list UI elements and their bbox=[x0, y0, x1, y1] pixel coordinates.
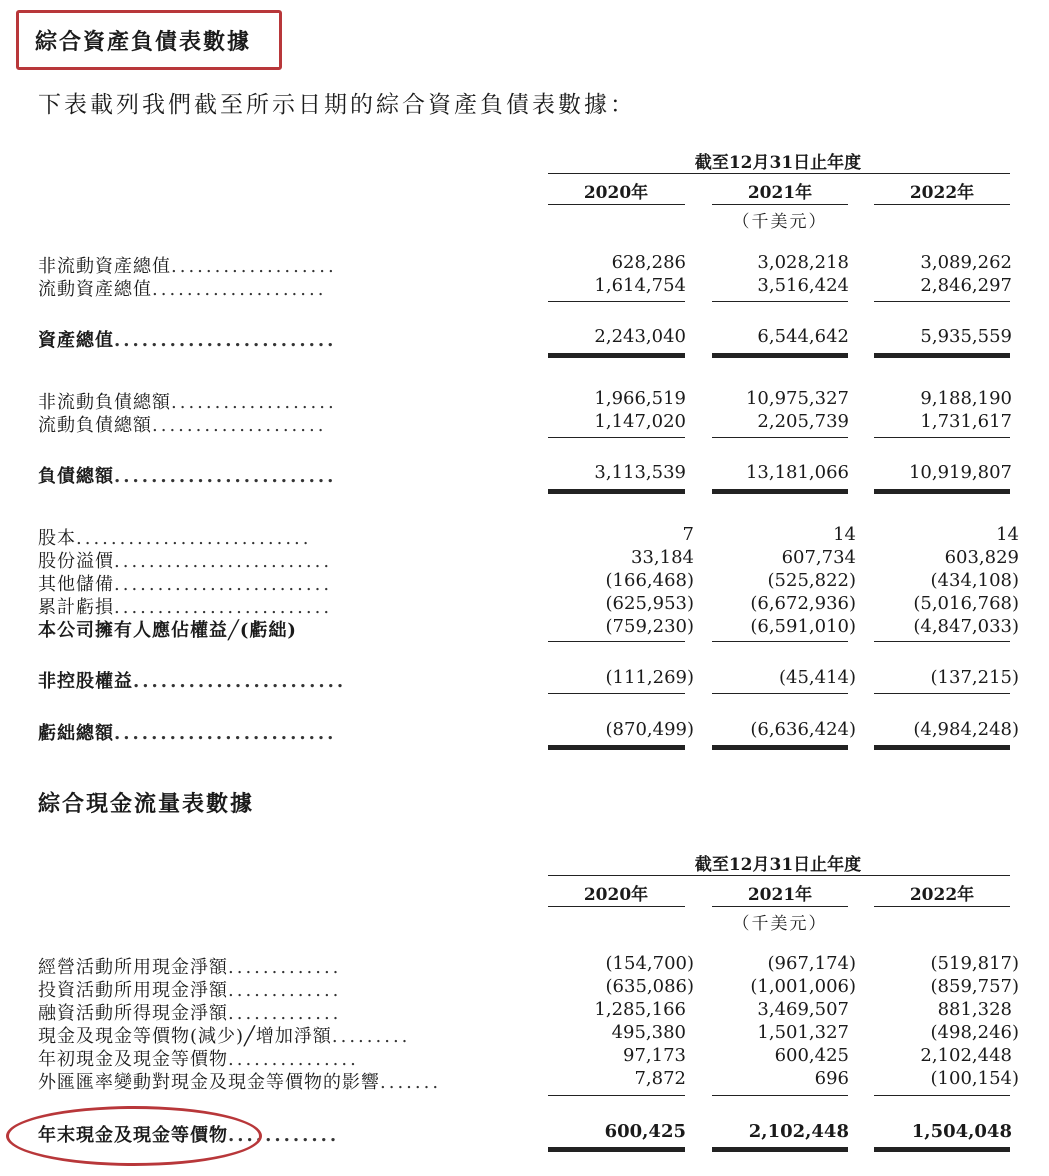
table-row bbox=[0, 252, 1049, 275]
total-double-rule bbox=[712, 745, 848, 750]
value-2020: 600,425 bbox=[604, 1121, 686, 1142]
leader-dots: ............. bbox=[228, 957, 342, 978]
value-2021: (967,174) bbox=[767, 953, 856, 974]
value-2020: 3,113,539 bbox=[594, 462, 686, 483]
row-label: 本公司擁有人應佔權益╱(虧絀) bbox=[38, 620, 297, 641]
table-row bbox=[0, 411, 1049, 434]
subtotal-rule bbox=[712, 693, 848, 694]
table-row bbox=[0, 524, 1049, 547]
cash-flow-title: 綜合現金流量表數據 bbox=[38, 791, 255, 817]
value-2020: 97,173 bbox=[623, 1045, 686, 1066]
value-2021: 3,028,218 bbox=[757, 252, 849, 273]
value-2020: 628,286 bbox=[611, 252, 686, 273]
leader-dots: ................... bbox=[171, 392, 337, 413]
value-2020: (154,700) bbox=[605, 953, 694, 974]
bs-header-rule bbox=[548, 173, 1010, 174]
value-2022: (434,108) bbox=[930, 570, 1019, 591]
value-2020: (111,269) bbox=[605, 667, 694, 688]
row-label: 虧絀總額 bbox=[38, 723, 114, 744]
table-row bbox=[0, 616, 1049, 639]
value-2020: 7 bbox=[682, 524, 694, 545]
total-double-rule bbox=[712, 1147, 848, 1152]
row-label: 非控股權益 bbox=[38, 671, 133, 692]
value-2022: 9,188,190 bbox=[920, 388, 1012, 409]
table-row bbox=[0, 388, 1049, 411]
value-2020: 7,872 bbox=[634, 1068, 686, 1089]
value-2021: (6,636,424) bbox=[750, 719, 856, 740]
table-row bbox=[0, 999, 1049, 1022]
balance-sheet-title: 綜合資產負債表數據 bbox=[16, 10, 282, 70]
leader-dots: ......................... bbox=[114, 597, 333, 618]
cf-header-rule bbox=[548, 875, 1010, 876]
total-double-rule bbox=[712, 353, 848, 358]
subtotal-rule bbox=[548, 301, 685, 302]
value-2020: 1,285,166 bbox=[594, 999, 686, 1020]
highlight-ellipse bbox=[6, 1106, 262, 1166]
value-2022: (4,847,033) bbox=[913, 616, 1019, 637]
table-row bbox=[0, 1022, 1049, 1045]
value-2022: 10,919,807 bbox=[908, 462, 1012, 483]
subtotal-rule bbox=[712, 641, 848, 642]
subtotal-rule bbox=[874, 641, 1010, 642]
row-label: 融資活動所得現金淨額 bbox=[38, 1003, 228, 1024]
row-label: 投資活動所用現金淨額 bbox=[38, 980, 228, 1001]
leader-dots: ......................... bbox=[114, 574, 333, 595]
row-label: 經營活動所用現金淨額 bbox=[38, 957, 228, 978]
value-2021: (525,822) bbox=[767, 570, 856, 591]
value-2020: 1,147,020 bbox=[594, 411, 686, 432]
subtotal-rule bbox=[874, 301, 1010, 302]
value-2022: (498,246) bbox=[930, 1022, 1019, 1043]
row-label: 非流動資產總值 bbox=[38, 256, 171, 277]
value-2021: 3,469,507 bbox=[757, 999, 849, 1020]
cf-unit: （千美元） bbox=[732, 914, 828, 934]
total-double-rule bbox=[874, 489, 1010, 494]
value-2021: 696 bbox=[814, 1068, 849, 1089]
value-2022: 1,504,048 bbox=[911, 1121, 1012, 1142]
value-2021: 6,544,642 bbox=[757, 326, 849, 347]
leader-dots: ......................... bbox=[114, 551, 333, 572]
value-2022: (519,817) bbox=[930, 953, 1019, 974]
table-row bbox=[0, 976, 1049, 999]
value-2020: 1,966,519 bbox=[594, 388, 686, 409]
table-row bbox=[0, 953, 1049, 976]
cf-col3-rule bbox=[874, 906, 1010, 907]
total-double-rule bbox=[874, 353, 1010, 358]
value-2022: 881,328 bbox=[937, 999, 1012, 1020]
value-2021: (1,001,006) bbox=[750, 976, 856, 997]
table-row bbox=[0, 326, 1049, 349]
leader-dots: ............. bbox=[228, 980, 342, 1001]
bs-year-2022: 2022年 bbox=[909, 183, 975, 203]
total-double-rule bbox=[548, 489, 685, 494]
subtotal-rule bbox=[712, 301, 848, 302]
value-2022: 2,102,448 bbox=[920, 1045, 1012, 1066]
leader-dots: ................... bbox=[171, 256, 337, 277]
row-label: 負債總額 bbox=[38, 466, 114, 487]
value-2020: (759,230) bbox=[605, 616, 694, 637]
leader-dots: .................... bbox=[152, 279, 327, 300]
value-2021: 10,975,327 bbox=[745, 388, 849, 409]
value-2022: (137,215) bbox=[930, 667, 1019, 688]
total-double-rule bbox=[874, 745, 1010, 750]
value-2022: 5,935,559 bbox=[920, 326, 1012, 347]
leader-dots: ......... bbox=[331, 1026, 411, 1047]
total-double-rule bbox=[548, 353, 685, 358]
intro-text: 下表載列我們截至所示日期的綜合資產負債表數據： bbox=[38, 92, 636, 118]
value-2020: 33,184 bbox=[631, 547, 694, 568]
bs-col3-rule bbox=[874, 204, 1010, 205]
total-double-rule bbox=[712, 489, 848, 494]
value-2021: 3,516,424 bbox=[757, 275, 849, 296]
cf-col1-rule bbox=[548, 906, 685, 907]
table-row bbox=[0, 593, 1049, 616]
subtotal-rule bbox=[874, 1095, 1010, 1096]
value-2022: 2,846,297 bbox=[920, 275, 1012, 296]
leader-dots: ........................... bbox=[76, 528, 312, 549]
table-row bbox=[0, 547, 1049, 570]
row-label: 其他儲備 bbox=[38, 574, 114, 595]
cf-year-2020: 2020年 bbox=[583, 885, 649, 905]
value-2021: 13,181,066 bbox=[745, 462, 849, 483]
subtotal-rule bbox=[874, 437, 1010, 438]
subtotal-rule bbox=[874, 693, 1010, 694]
value-2021: (6,591,010) bbox=[750, 616, 856, 637]
subtotal-rule bbox=[548, 641, 685, 642]
value-2022: (100,154) bbox=[930, 1068, 1019, 1089]
value-2022: (859,757) bbox=[930, 976, 1019, 997]
bs-year-2020: 2020年 bbox=[583, 183, 649, 203]
leader-dots: ........................ bbox=[114, 330, 337, 351]
table-row bbox=[0, 719, 1049, 742]
leader-dots: ....................... bbox=[133, 671, 347, 692]
table-row bbox=[0, 275, 1049, 298]
value-2020: (166,468) bbox=[605, 570, 694, 591]
row-label: 年初現金及現金等價物 bbox=[38, 1049, 228, 1070]
subtotal-rule bbox=[548, 437, 685, 438]
value-2021: 1,501,327 bbox=[757, 1022, 849, 1043]
table-row bbox=[0, 462, 1049, 485]
subtotal-rule bbox=[548, 693, 685, 694]
leader-dots: ....... bbox=[380, 1072, 442, 1093]
subtotal-rule bbox=[712, 1095, 848, 1096]
value-2020: 2,243,040 bbox=[594, 326, 686, 347]
value-2020: 495,380 bbox=[611, 1022, 686, 1043]
subtotal-rule bbox=[548, 1095, 685, 1096]
value-2021: 2,102,448 bbox=[748, 1121, 849, 1142]
row-label: 流動資產總值 bbox=[38, 279, 152, 300]
bs-col2-rule bbox=[712, 204, 848, 205]
bs-unit: （千美元） bbox=[732, 212, 828, 232]
row-label: 資產總值 bbox=[38, 330, 114, 351]
leader-dots: ............. bbox=[228, 1003, 342, 1024]
row-label: 股份溢價 bbox=[38, 551, 114, 572]
value-2021: 14 bbox=[833, 524, 856, 545]
value-2021: (6,672,936) bbox=[750, 593, 856, 614]
leader-dots: .................... bbox=[152, 415, 327, 436]
row-label: 外匯匯率變動對現金及現金等價物的影響 bbox=[38, 1072, 380, 1093]
value-2021: 600,425 bbox=[774, 1045, 849, 1066]
value-2020: (870,499) bbox=[605, 719, 694, 740]
total-double-rule bbox=[548, 1147, 685, 1152]
subtotal-rule bbox=[712, 437, 848, 438]
value-2022: (5,016,768) bbox=[913, 593, 1019, 614]
row-label: 非流動負債總額 bbox=[38, 392, 171, 413]
value-2022: 603,829 bbox=[944, 547, 1019, 568]
cf-col2-rule bbox=[712, 906, 848, 907]
leader-dots: ............ bbox=[228, 1125, 340, 1146]
row-label: 累計虧損 bbox=[38, 597, 114, 618]
leader-dots: ........................ bbox=[114, 723, 337, 744]
table-row bbox=[0, 1045, 1049, 1068]
value-2022: 14 bbox=[996, 524, 1019, 545]
value-2020: (625,953) bbox=[605, 593, 694, 614]
bs-year-2021: 2021年 bbox=[747, 183, 813, 203]
cf-year-2022: 2022年 bbox=[909, 885, 975, 905]
value-2022: 3,089,262 bbox=[920, 252, 1012, 273]
bs-col1-rule bbox=[548, 204, 685, 205]
value-2021: (45,414) bbox=[778, 667, 856, 688]
value-2022: (4,984,248) bbox=[913, 719, 1019, 740]
bs-period-header: 截至12月31日止年度 bbox=[694, 153, 862, 173]
value-2020: (635,086) bbox=[605, 976, 694, 997]
leader-dots: ........................ bbox=[114, 466, 337, 487]
row-label: 流動負債總額 bbox=[38, 415, 152, 436]
value-2021: 2,205,739 bbox=[757, 411, 849, 432]
value-2021: 607,734 bbox=[781, 547, 856, 568]
cf-period-header: 截至12月31日止年度 bbox=[694, 855, 862, 875]
total-double-rule bbox=[548, 745, 685, 750]
value-2022: 1,731,617 bbox=[920, 411, 1012, 432]
cf-year-2021: 2021年 bbox=[747, 885, 813, 905]
value-2020: 1,614,754 bbox=[594, 275, 686, 296]
row-label: 股本 bbox=[38, 528, 76, 549]
row-label: 年末現金及現金等價物 bbox=[38, 1125, 228, 1146]
table-row bbox=[0, 1068, 1049, 1091]
leader-dots: ............... bbox=[228, 1049, 359, 1070]
total-double-rule bbox=[874, 1147, 1010, 1152]
table-row bbox=[0, 667, 1049, 690]
row-label: 現金及現金等價物(減少)╱增加淨額 bbox=[38, 1026, 332, 1047]
table-row bbox=[0, 570, 1049, 593]
